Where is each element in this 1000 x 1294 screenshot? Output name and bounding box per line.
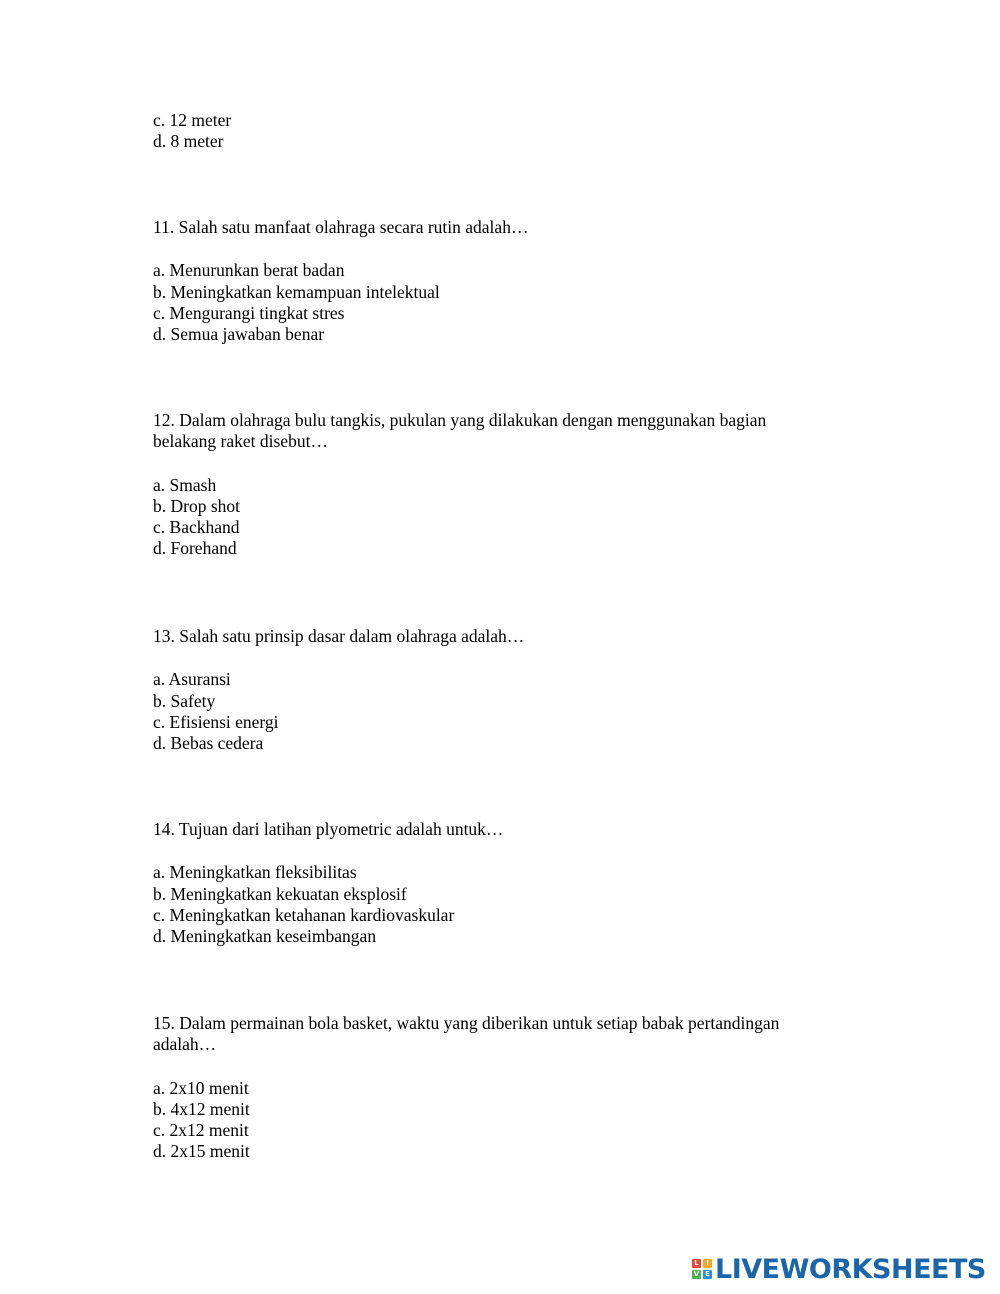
- logo-mark-e: E: [703, 1270, 712, 1279]
- option-d: d. Semua jawaban benar: [153, 324, 325, 345]
- liveworksheets-logo-icon: [692, 1259, 712, 1279]
- option-a: a. Smash: [153, 474, 217, 495]
- question-text: 14. Tujuan dari latihan plyometric adalah untuk…: [153, 819, 504, 839]
- option-d: d. 8 meter: [153, 131, 224, 152]
- question-12: [153, 410, 813, 560]
- option-a: a. Asuransi: [153, 669, 231, 690]
- liveworksheets-logo[interactable]: [692, 1254, 986, 1284]
- option-c: c. 12 meter: [153, 110, 232, 130]
- option-b: b. Safety: [153, 690, 216, 711]
- question-text: 11. Salah satu manfaat olahraga secara rutin adalah…: [153, 217, 529, 237]
- logo-text: LIVEWORKSHEETS: [715, 1253, 986, 1285]
- question-15: [153, 1013, 823, 1163]
- option-d: d. Bebas cedera: [153, 733, 264, 754]
- option-a: a. Meningkatkan fleksibilitas: [153, 862, 357, 883]
- logo-mark-v: V: [693, 1270, 700, 1278]
- option-d: d. Forehand: [153, 538, 237, 559]
- option-b: b. Meningkatkan kekuatan eksplosif: [153, 883, 407, 904]
- question-11: [153, 217, 853, 345]
- option-c: c. Efisiensi energi: [153, 711, 279, 732]
- option-b: b. 4x12 menit: [153, 1098, 250, 1119]
- option-d: d. Meningkatkan keseimbangan: [153, 926, 377, 947]
- option-b: b. Meningkatkan kemampuan intelektual: [153, 281, 440, 302]
- question-text: 12. Dalam olahraga bulu tangkis, pukulan yang dilakukan dengan menggunakan bagian belakang raket disebut…: [153, 410, 767, 452]
- option-c: c. Mengurangi tingkat stres: [153, 302, 345, 323]
- question-text: 15. Dalam permainan bola basket, waktu yang diberikan untuk setiap babak pertandingan adalah…: [153, 1013, 780, 1055]
- question-14: [153, 819, 853, 947]
- option-a: a. Menurunkan berat badan: [153, 260, 345, 281]
- logo-mark-l: L: [692, 1259, 701, 1268]
- question-text: 13. Salah satu prinsip dasar dalam olahraga adalah…: [153, 626, 525, 646]
- option-a: a. 2x10 menit: [153, 1077, 249, 1098]
- logo-mark-i: I: [703, 1259, 712, 1268]
- option-c: c. Meningkatkan ketahanan kardiovaskular: [153, 904, 455, 925]
- option-d: d. 2x15 menit: [153, 1141, 250, 1162]
- option-c: c. 2x12 menit: [153, 1120, 249, 1141]
- option-b: b. Drop shot: [153, 495, 241, 516]
- question-13: [153, 626, 853, 754]
- option-c: c. Backhand: [153, 517, 240, 538]
- question-10-tail: [153, 110, 853, 153]
